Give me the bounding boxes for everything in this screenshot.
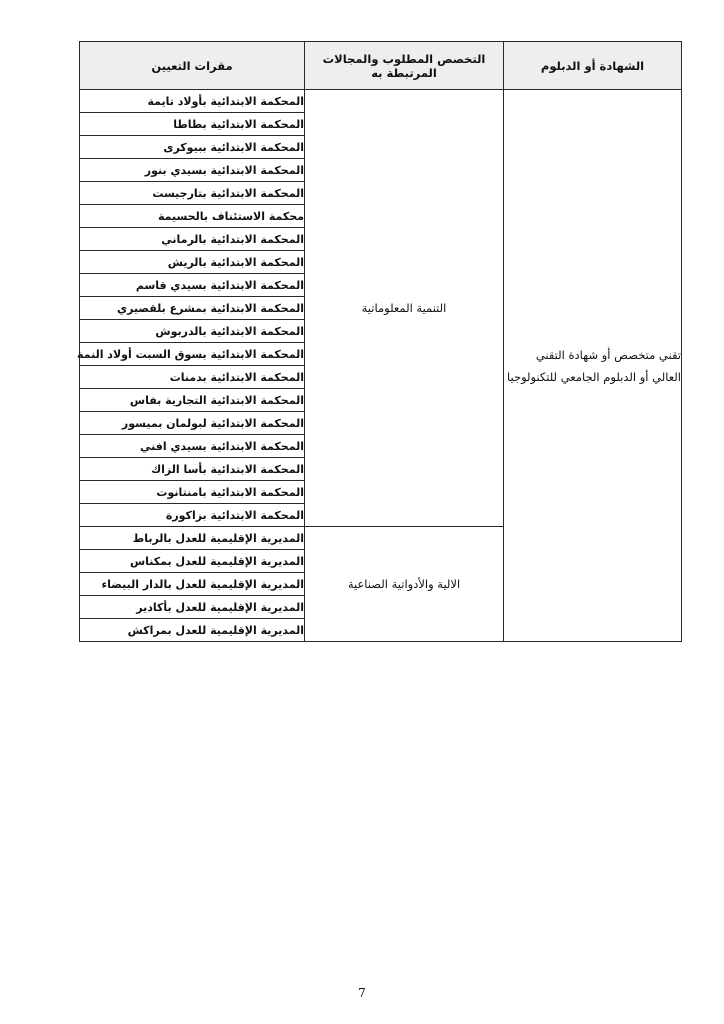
- seat-cell: المحكمة الابتدائية لبولمان بميسور: [80, 412, 305, 435]
- positions-table: [79, 41, 682, 642]
- seat-cell: المديرية الإقليمية للعدل بأكادير: [80, 596, 305, 619]
- specialty-cell: التنمية المعلوماتية: [305, 90, 504, 527]
- seat-cell: المحكمة الابتدائية بمشرع بلقصيري: [80, 297, 305, 320]
- specialty-cell: الالية والأدواتية الصناعية: [305, 527, 504, 642]
- seat-cell: المديرية الإقليمية للعدل بمراكش: [80, 619, 305, 642]
- seat-cell: المحكمة الابتدائية بدمنات: [80, 366, 305, 389]
- table-header-row: [80, 42, 682, 90]
- seat-cell: المحكمة الابتدائية بالرماني: [80, 228, 305, 251]
- seat-cell: المحكمة الابتدائية بأسا الزاك: [80, 458, 305, 481]
- seat-cell: المحكمة الابتدائية بامنتانوت: [80, 481, 305, 504]
- seat-cell: المحكمة الابتدائية بسيدي افني: [80, 435, 305, 458]
- seat-cell: المحكمة الابتدائية ببيوكرى: [80, 136, 305, 159]
- header-diploma: الشهادة أو الدبلوم: [504, 42, 682, 90]
- seat-cell: المحكمة الابتدائية بسيدي بنور: [80, 159, 305, 182]
- header-specialty: التخصص المطلوب والمجالات المرتبطة به: [305, 42, 504, 90]
- seat-cell: المحكمة الابتدائية بتارجيست: [80, 182, 305, 205]
- seat-cell: المحكمة الابتدائية بأولاد تايمة: [80, 90, 305, 113]
- seat-cell: المحكمة الابتدائية بطاطا: [80, 113, 305, 136]
- seat-cell: المحكمة الابتدائية بزاكورة: [80, 504, 305, 527]
- seat-cell: المحكمة الابتدائية بالريش: [80, 251, 305, 274]
- diploma-cell: تقني متخصص أو شهادة التقني العالي أو الدبلوم الجامعي للتكنولوجيا: [504, 90, 682, 642]
- seat-cell: المحكمة الابتدائية بسوق السبت أولاد النمة: [80, 343, 305, 366]
- table-row: [80, 90, 682, 113]
- seat-cell: المديرية الإقليمية للعدل بالرباط: [80, 527, 305, 550]
- table-body: [77, 90, 682, 642]
- seat-cell: المديرية الإقليمية للعدل بالدار البيضاء: [80, 573, 305, 596]
- page-number: 7: [358, 986, 366, 1000]
- seat-cell: المديرية الإقليمية للعدل بمكناس: [80, 550, 305, 573]
- header-seats: مقرات التعيين: [80, 42, 305, 90]
- seat-cell: المحكمة الابتدائية بسيدي قاسم: [80, 274, 305, 297]
- seat-cell: المحكمة الابتدائية بالدربوش: [80, 320, 305, 343]
- seat-cell: المحكمة الابتدائية التجارية بفاس: [80, 389, 305, 412]
- seat-cell: محكمة الاستئناف بالحسيمة: [80, 205, 305, 228]
